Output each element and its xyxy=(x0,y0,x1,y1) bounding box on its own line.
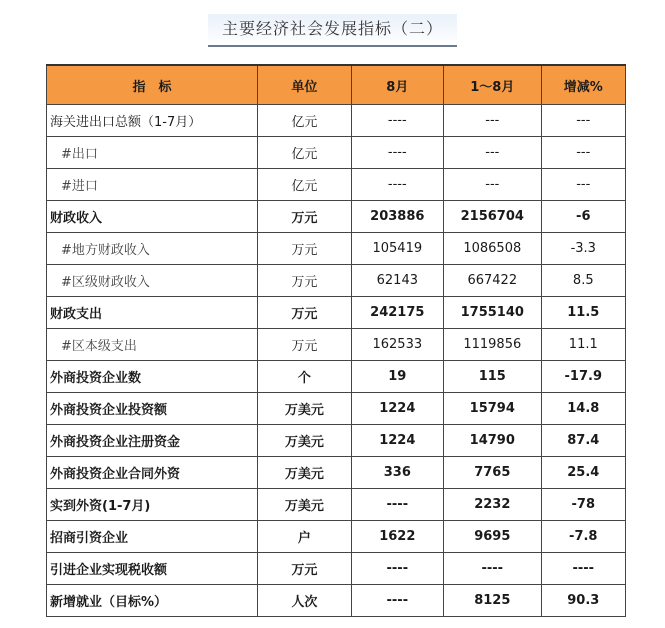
month-value-cell: ---- xyxy=(351,553,443,585)
month-value-cell: 19 xyxy=(351,361,443,393)
ytd-value-cell: 1119856 xyxy=(444,329,542,361)
indicator-cell: 财政收入 xyxy=(47,201,258,233)
month-value-cell: 105419 xyxy=(351,233,443,265)
change-percent-cell: -6 xyxy=(541,201,625,233)
header-month: 8月 xyxy=(351,65,443,105)
change-percent-cell: -7.8 xyxy=(541,521,625,553)
table-row xyxy=(47,297,626,329)
month-value-cell: ---- xyxy=(351,585,443,617)
unit-cell: 人次 xyxy=(258,585,351,617)
table-row xyxy=(47,489,626,521)
month-value-cell: 242175 xyxy=(351,297,443,329)
change-percent-cell: -78 xyxy=(541,489,625,521)
table-row xyxy=(47,329,626,361)
indicator-cell: 招商引资企业 xyxy=(47,521,258,553)
indicator-cell: #出口 xyxy=(47,137,258,169)
indicator-cell: 新增就业（目标%） xyxy=(47,585,258,617)
table-body xyxy=(47,105,626,617)
month-value-cell: ---- xyxy=(351,169,443,201)
indicator-cell: #进口 xyxy=(47,169,258,201)
indicator-cell: #地方财政收入 xyxy=(47,233,258,265)
unit-cell: 万元 xyxy=(258,329,351,361)
table-row xyxy=(47,105,626,137)
indicator-cell: 实到外资(1-7月) xyxy=(47,489,258,521)
unit-cell: 亿元 xyxy=(258,169,351,201)
month-value-cell: 1622 xyxy=(351,521,443,553)
unit-cell: 万元 xyxy=(258,233,351,265)
table-row xyxy=(47,521,626,553)
ytd-value-cell: 8125 xyxy=(444,585,542,617)
indicators-table xyxy=(46,64,626,617)
ytd-value-cell: --- xyxy=(444,137,542,169)
indicator-cell: 海关进出口总额（1-7月） xyxy=(47,105,258,137)
table-row xyxy=(47,425,626,457)
table-row xyxy=(47,169,626,201)
table-row xyxy=(47,553,626,585)
change-percent-cell: 87.4 xyxy=(541,425,625,457)
month-value-cell: 203886 xyxy=(351,201,443,233)
month-value-cell: 336 xyxy=(351,457,443,489)
month-value-cell: 162533 xyxy=(351,329,443,361)
ytd-value-cell: --- xyxy=(444,105,542,137)
unit-cell: 万元 xyxy=(258,553,351,585)
month-value-cell: ---- xyxy=(351,489,443,521)
change-percent-cell: 11.1 xyxy=(541,329,625,361)
ytd-value-cell: 9695 xyxy=(444,521,542,553)
indicator-cell: 外商投资企业数 xyxy=(47,361,258,393)
table-row xyxy=(47,457,626,489)
month-value-cell: 1224 xyxy=(351,393,443,425)
ytd-value-cell: 2232 xyxy=(444,489,542,521)
change-percent-cell: 90.3 xyxy=(541,585,625,617)
change-percent-cell: 8.5 xyxy=(541,265,625,297)
indicator-cell: 外商投资企业投资额 xyxy=(47,393,258,425)
unit-cell: 万元 xyxy=(258,265,351,297)
month-value-cell: ---- xyxy=(351,137,443,169)
ytd-value-cell: 2156704 xyxy=(444,201,542,233)
change-percent-cell: --- xyxy=(541,137,625,169)
change-percent-cell: --- xyxy=(541,105,625,137)
ytd-value-cell: 15794 xyxy=(444,393,542,425)
table-row xyxy=(47,233,626,265)
month-value-cell: 62143 xyxy=(351,265,443,297)
change-percent-cell: -3.3 xyxy=(541,233,625,265)
unit-cell: 万元 xyxy=(258,297,351,329)
indicator-cell: #区级财政收入 xyxy=(47,265,258,297)
table-row xyxy=(47,201,626,233)
unit-cell: 万美元 xyxy=(258,489,351,521)
ytd-value-cell: ---- xyxy=(444,553,542,585)
change-percent-cell: --- xyxy=(541,169,625,201)
change-percent-cell: 14.8 xyxy=(541,393,625,425)
table-row xyxy=(47,265,626,297)
month-value-cell: 1224 xyxy=(351,425,443,457)
change-percent-cell: -17.9 xyxy=(541,361,625,393)
ytd-value-cell: --- xyxy=(444,169,542,201)
ytd-value-cell: 667422 xyxy=(444,265,542,297)
month-value-cell: ---- xyxy=(351,105,443,137)
change-percent-cell: 11.5 xyxy=(541,297,625,329)
indicator-cell: 财政支出 xyxy=(47,297,258,329)
indicator-cell: 外商投资企业注册资金 xyxy=(47,425,258,457)
ytd-value-cell: 1755140 xyxy=(444,297,542,329)
table-row xyxy=(47,393,626,425)
ytd-value-cell: 1086508 xyxy=(444,233,542,265)
header-unit: 单位 xyxy=(258,65,351,105)
header-indicator: 指 标 xyxy=(47,65,258,105)
page-title: 主要经济社会发展指标（二） xyxy=(208,14,457,47)
unit-cell: 个 xyxy=(258,361,351,393)
table-header-row xyxy=(47,65,626,105)
table-row xyxy=(47,361,626,393)
change-percent-cell: 25.4 xyxy=(541,457,625,489)
unit-cell: 万美元 xyxy=(258,425,351,457)
unit-cell: 亿元 xyxy=(258,137,351,169)
ytd-value-cell: 115 xyxy=(444,361,542,393)
header-ytd: 1～8月 xyxy=(444,65,542,105)
change-percent-cell: ---- xyxy=(541,553,625,585)
unit-cell: 户 xyxy=(258,521,351,553)
unit-cell: 万元 xyxy=(258,201,351,233)
ytd-value-cell: 7765 xyxy=(444,457,542,489)
unit-cell: 万美元 xyxy=(258,393,351,425)
unit-cell: 亿元 xyxy=(258,105,351,137)
table-row xyxy=(47,585,626,617)
table-row xyxy=(47,137,626,169)
indicator-cell: #区本级支出 xyxy=(47,329,258,361)
indicator-cell: 外商投资企业合同外资 xyxy=(47,457,258,489)
unit-cell: 万美元 xyxy=(258,457,351,489)
header-change: 增减% xyxy=(541,65,625,105)
ytd-value-cell: 14790 xyxy=(444,425,542,457)
title-wrapper xyxy=(0,14,665,47)
indicator-cell: 引进企业实现税收额 xyxy=(47,553,258,585)
